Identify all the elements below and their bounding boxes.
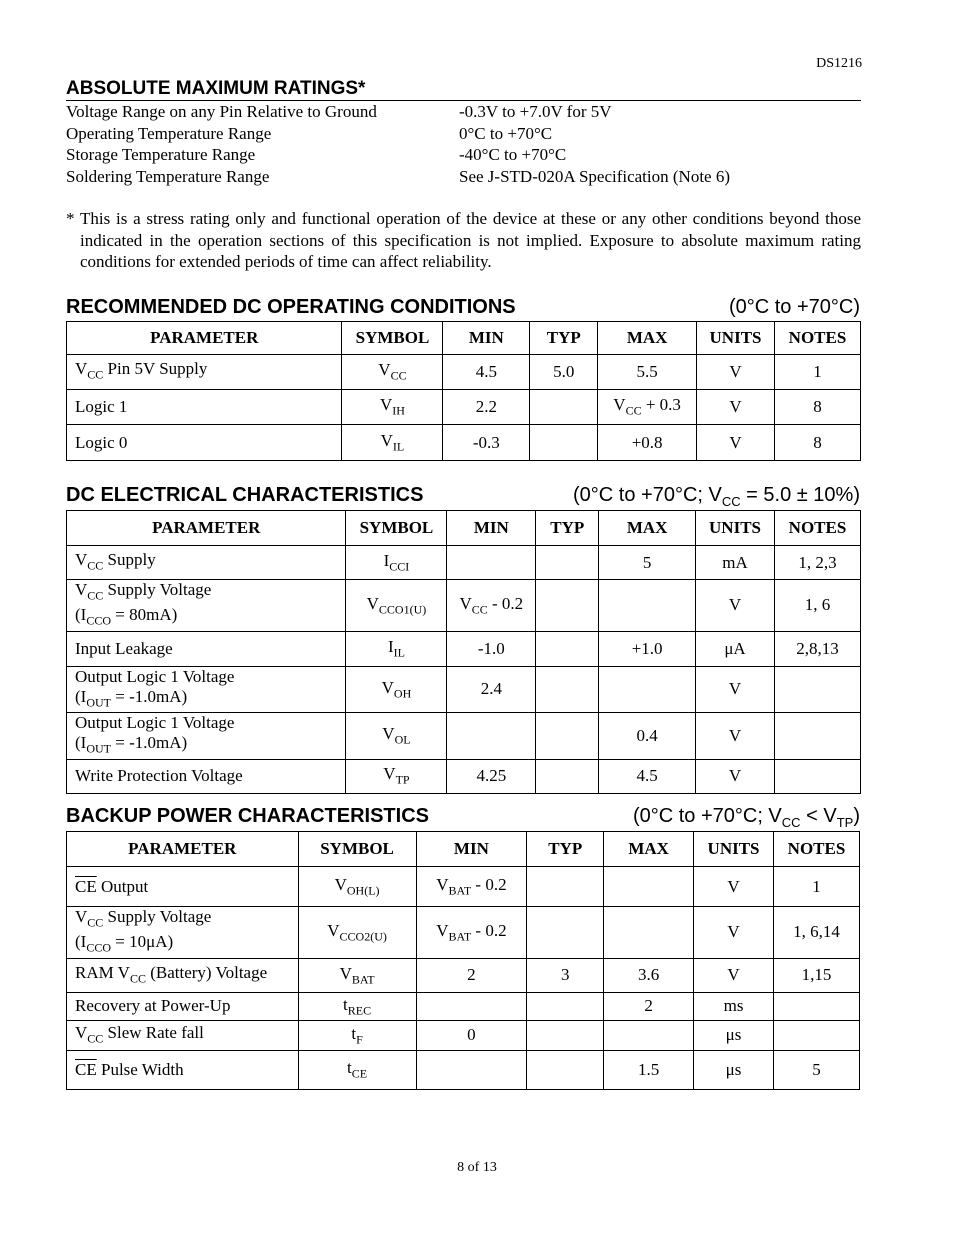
col-units: UNITS [697, 322, 775, 355]
cell-notes [775, 666, 861, 712]
cell-parameter: $\overline{CE}$ Pulse Width [67, 1050, 299, 1089]
col-typ: TYP [527, 832, 604, 867]
cell-notes [774, 1020, 860, 1050]
cell-notes [774, 992, 860, 1020]
cell-typ [527, 1020, 604, 1050]
cell-typ [536, 713, 599, 759]
cell-typ: 5.0 [530, 355, 598, 390]
cell-max: 3.6 [604, 958, 694, 992]
cell-typ [530, 425, 598, 461]
cell-parameter: Logic 0 [67, 425, 342, 461]
cell-notes: 1, 6 [775, 580, 861, 632]
col-symbol: SYMBOL [342, 322, 443, 355]
col-notes: NOTES [775, 322, 861, 355]
cell-min: $V_{CC} - 0.2$ [447, 580, 536, 632]
cell-typ [536, 631, 599, 666]
cell-units: V [694, 958, 774, 992]
cell-parameter: $V_{CC}$ Slew Rate fall [67, 1020, 299, 1050]
table-row [67, 425, 861, 461]
col-symbol: SYMBOL [346, 511, 447, 546]
cell-max [599, 580, 696, 632]
col-units: UNITS [696, 511, 775, 546]
col-max: MAX [598, 322, 697, 355]
cell-symbol: $V_{OL}$ [346, 713, 447, 759]
cell-max: 4.5 [599, 759, 696, 793]
cell-parameter: $V_{CC}$ Supply Voltage $(I_{CCO} = 10\mu A)$ [67, 907, 299, 959]
cell-max: 5 [599, 546, 696, 580]
cell-max [599, 666, 696, 712]
cell-units: μA [696, 631, 775, 666]
abs-max-value: -0.3V to +7.0V for 5V [459, 102, 612, 121]
cell-units: V [697, 355, 775, 390]
col-parameter: PARAMETER [67, 832, 299, 867]
cell-parameter: $V_{CC}$ Supply Voltage $(I_{CCO} = 80mA)$ [67, 580, 346, 632]
abs-max-value: 0°C to +70°C [459, 123, 553, 143]
cell-parameter: $V_{CC}$ Supply [67, 546, 346, 580]
page-number: 8 of 13 [457, 1160, 497, 1175]
table-row [67, 907, 860, 959]
table-row [67, 1050, 860, 1089]
table-row [67, 958, 860, 992]
cell-min: 0 [416, 1020, 527, 1050]
cell-typ [527, 907, 604, 959]
cell-min [416, 1050, 527, 1089]
table-row [67, 992, 860, 1020]
cell-parameter: RAM $V_{CC}$ (Battery) Voltage [67, 958, 299, 992]
table-row [67, 759, 861, 793]
cell-notes [775, 759, 861, 793]
cell-typ [527, 867, 604, 907]
dce-conditions: (0°C to +70°C; $V_{CC} = 5.0 \pm 10\%$) [573, 484, 860, 509]
document-id: DS1216 [816, 56, 862, 71]
cell-symbol: $V_{IL}$ [342, 425, 443, 461]
stress-rating-note: * This is a stress rating only and functional operation of the device at these or any other conditions beyond those indicated in the operation sections of this specification is not implied. Exposure to absolute maximum rating conditions for extended periods of time can affect reliability. [66, 209, 861, 271]
col-notes: NOTES [774, 832, 860, 867]
cell-parameter: Write Protection Voltage [67, 759, 346, 793]
col-max: MAX [599, 511, 696, 546]
table-row [67, 355, 861, 390]
cell-symbol: $t_{CE}$ [298, 1050, 416, 1089]
cell-typ [536, 759, 599, 793]
cell-parameter: Logic 1 [67, 390, 342, 425]
table-row [67, 631, 861, 666]
cell-min: 2.4 [447, 666, 536, 712]
cell-max: 5.5 [598, 355, 697, 390]
cell-max: 0.4 [599, 713, 696, 759]
cell-symbol: $V_{TP}$ [346, 759, 447, 793]
cell-min: $V_{BAT} - 0.2$ [416, 907, 527, 959]
cell-units: V [697, 390, 775, 425]
cell-max: +0.8 [598, 425, 697, 461]
cell-min [416, 992, 527, 1020]
col-parameter: PARAMETER [67, 322, 342, 355]
abs-max-title: ABSOLUTE MAXIMUM RATINGS* [66, 78, 861, 101]
table-row [67, 867, 860, 907]
cell-notes: 1,15 [774, 958, 860, 992]
rdc-table [66, 321, 861, 461]
col-symbol: SYMBOL [298, 832, 416, 867]
abs-max-label: Operating Temperature Range [66, 123, 272, 143]
cell-max: $V_{CC} + 0.3$ [598, 390, 697, 425]
cell-max: 2 [604, 992, 694, 1020]
cell-units: V [696, 580, 775, 632]
col-typ: TYP [530, 322, 598, 355]
cell-min: 4.5 [443, 355, 530, 390]
table-row [67, 390, 861, 425]
cell-symbol: $t_{REC}$ [298, 992, 416, 1020]
cell-symbol: $V_{IH}$ [342, 390, 443, 425]
cell-units: mA [696, 546, 775, 580]
cell-max: 1.5 [604, 1050, 694, 1089]
cell-symbol: $V_{CCO2(U)}$ [298, 907, 416, 959]
abs-max-row [66, 123, 861, 145]
cell-max [604, 1020, 694, 1050]
bpc-title: BACKUP POWER CHARACTERISTICS [66, 805, 429, 827]
cell-min: $V_{BAT} - 0.2$ [416, 867, 527, 907]
rdc-heading [66, 296, 860, 319]
cell-min: 2 [416, 958, 527, 992]
cell-units: V [696, 759, 775, 793]
cell-parameter: Output Logic 1 Voltage $(I_{OUT} = -1.0mA)$ [67, 713, 346, 759]
cell-symbol: $V_{BAT}$ [298, 958, 416, 992]
cell-min [447, 546, 536, 580]
cell-units: V [694, 907, 774, 959]
table-row [67, 666, 861, 712]
cell-typ [530, 390, 598, 425]
cell-symbol: $V_{CC}$ [342, 355, 443, 390]
cell-units: V [694, 867, 774, 907]
col-min: MIN [447, 511, 536, 546]
table-header-row [67, 511, 861, 546]
abs-max-label: Storage Temperature Range [66, 145, 256, 164]
cell-typ [536, 580, 599, 632]
abs-max-value: -40°C to +70°C [459, 145, 567, 164]
cell-min: 4.25 [447, 759, 536, 793]
dce-table [66, 510, 861, 794]
cell-units: μs [694, 1050, 774, 1089]
col-parameter: PARAMETER [67, 511, 346, 546]
cell-symbol: $V_{CCO1(U)}$ [346, 580, 447, 632]
cell-notes [775, 713, 861, 759]
cell-parameter: Output Logic 1 Voltage $(I_{OUT} = -1.0mA)$ [67, 666, 346, 712]
cell-units: μs [694, 1020, 774, 1050]
rdc-title: RECOMMENDED DC OPERATING CONDITIONS [66, 296, 516, 318]
bpc-heading [66, 805, 860, 830]
cell-min: -0.3 [443, 425, 530, 461]
cell-typ [527, 1050, 604, 1089]
bpc-table [66, 831, 860, 1090]
cell-notes: 8 [775, 425, 861, 461]
cell-typ: 3 [527, 958, 604, 992]
table-header-row [67, 832, 860, 867]
cell-notes: 2,8,13 [775, 631, 861, 666]
table-header-row [67, 322, 861, 355]
cell-symbol: $t_F$ [298, 1020, 416, 1050]
table-row [67, 546, 861, 580]
cell-notes: 8 [775, 390, 861, 425]
cell-max [604, 867, 694, 907]
cell-notes: 1, 6,14 [774, 907, 860, 959]
cell-parameter: Recovery at Power-Up [67, 992, 299, 1020]
cell-typ [536, 546, 599, 580]
cell-symbol: $I_{CCI}$ [346, 546, 447, 580]
abs-max-value: See J-STD-020A Specification (Note 6) [459, 166, 730, 186]
col-max: MAX [604, 832, 694, 867]
cell-symbol: $I_{IL}$ [346, 631, 447, 666]
cell-parameter: $V_{CC}$ Pin 5V Supply [67, 355, 342, 390]
col-units: UNITS [694, 832, 774, 867]
cell-units: V [696, 713, 775, 759]
abs-max-row [66, 144, 861, 166]
table-row [67, 713, 861, 759]
cell-min: -1.0 [447, 631, 536, 666]
col-min: MIN [443, 322, 530, 355]
cell-parameter: Input Leakage [67, 631, 346, 666]
abs-max-label: Soldering Temperature Range [66, 166, 270, 186]
table-row [67, 580, 861, 632]
cell-notes: 1 [775, 355, 861, 390]
cell-symbol: $V_{OH}$ [346, 666, 447, 712]
cell-units: ms [694, 992, 774, 1020]
cell-max: +1.0 [599, 631, 696, 666]
abs-max-label: Voltage Range on any Pin Relative to Ground [66, 102, 377, 121]
cell-units: V [697, 425, 775, 461]
abs-max-row [66, 166, 861, 188]
cell-notes: 5 [774, 1050, 860, 1089]
cell-units: V [696, 666, 775, 712]
col-min: MIN [416, 832, 527, 867]
cell-symbol: $V_{OH(L)}$ [298, 867, 416, 907]
abs-max-list [66, 101, 861, 187]
table-row [67, 1020, 860, 1050]
cell-typ [536, 666, 599, 712]
cell-max [604, 907, 694, 959]
col-notes: NOTES [775, 511, 861, 546]
cell-min: 2.2 [443, 390, 530, 425]
abs-max-row [66, 101, 861, 123]
cell-min [447, 713, 536, 759]
bpc-conditions: (0°C to +70°C; $V_{CC} < V_{TP}$) [632, 805, 860, 830]
cell-parameter: $\overline{CE}$ Output [67, 867, 299, 907]
dce-title: DC ELECTRICAL CHARACTERISTICS [66, 484, 424, 506]
col-typ: TYP [536, 511, 599, 546]
dce-heading [66, 484, 860, 509]
cell-notes: 1, 2,3 [775, 546, 861, 580]
cell-notes: 1 [774, 867, 860, 907]
rdc-conditions: (0°C to +70°C) [728, 296, 860, 318]
cell-typ [527, 992, 604, 1020]
